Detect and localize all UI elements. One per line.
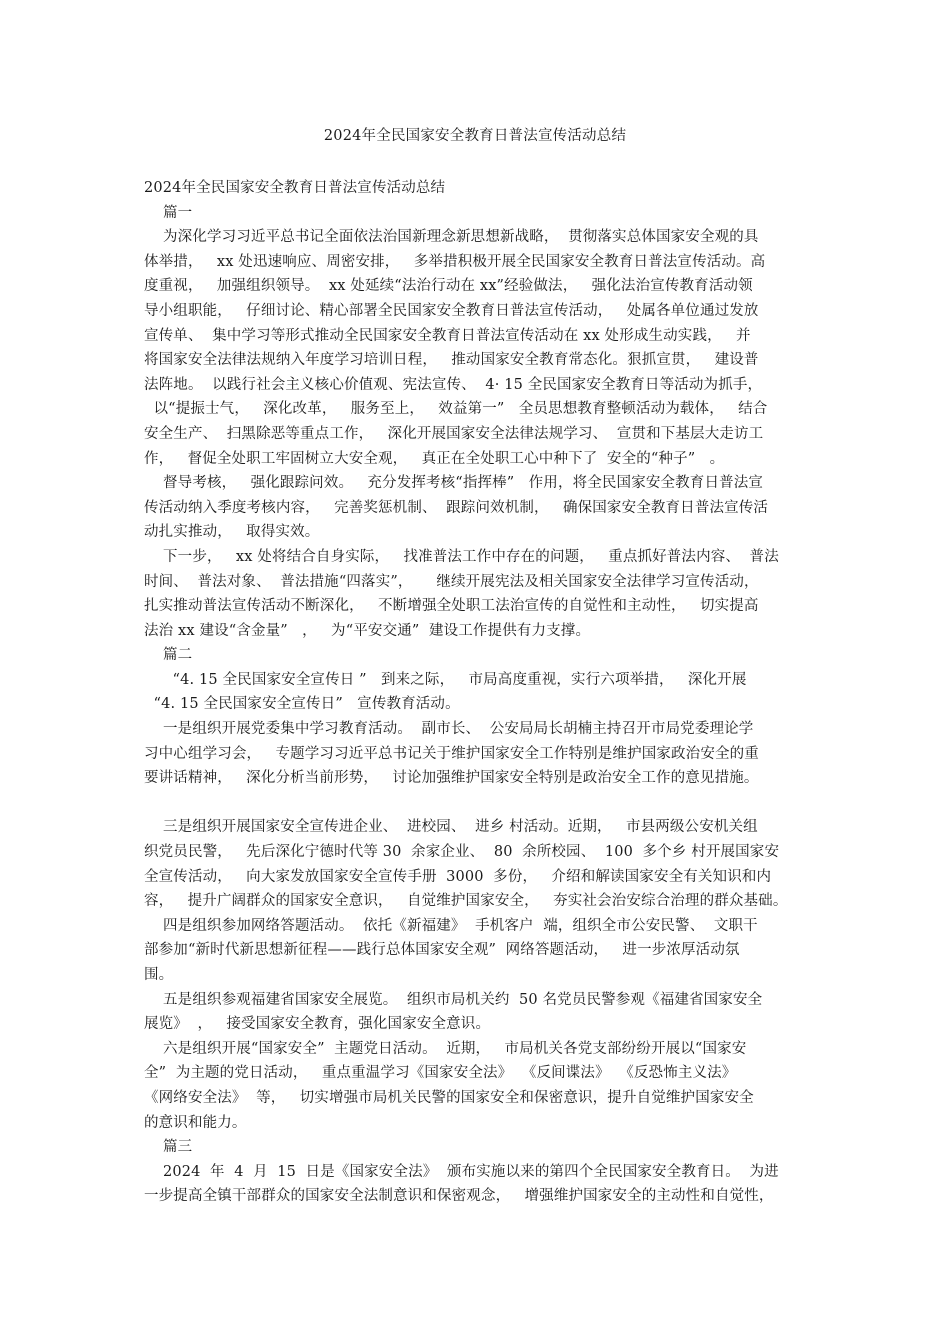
text-line: 法治 xx 建设“含金量” ， 为“平安交通” 建设工作提供有力支撑。: [144, 622, 591, 639]
text-line: 督导考核， 强化跟踪问效。 充分发挥考核“指挥棒” 作用，将全民国家安全教育日普法宣: [144, 475, 764, 492]
document-body: [144, 176, 824, 1209]
text-line: 体举措， xx 处迅速响应、周密安排， 多举措积极开展全民国家安全教育日普法宣传活动。高: [144, 253, 766, 270]
text-line: 全宣传活动， 向大家发放国家安全宣传手册 3000 多份， 介绍和解读国家安全有关知识和内: [144, 868, 772, 885]
text-line: 为深化学习习近平总书记全面依法治国新理念新思想新战略， 贯彻落实总体国家安全观的具: [144, 229, 759, 246]
text-line: 将国家安全法律法规纳入年度学习培训日程， 推动国家安全教育常态化。狠抓宣贯， 建设普: [144, 352, 759, 369]
text-line: 一步提高全镇干部群众的国家安全法制意识和保密观念， 增强维护国家安全的主动性和自觉性，: [144, 1188, 774, 1205]
text-line: 导小组职能， 仔细讨论、精心部署全民国家安全教育日普法宣传活动， 处属各单位通过发放: [144, 302, 759, 319]
text-line: 全” 为主题的党日活动， 重点重温学习《国家安全法》 《反间谍法》 《反恐怖主义法》: [144, 1065, 737, 1082]
text-line: 五是组织参观福建省国家安全展览。 组织市局机关约 50 名党员民警参观《福建省国家安全: [144, 991, 763, 1008]
text-line: 的意识和能力。: [144, 1114, 247, 1131]
text-line: 一是组织开展党委集中学习教育活动。 副市长、 公安局局长胡楠主持召开市局党委理论学: [144, 721, 754, 738]
text-line: 三是组织开展国家安全宣传进企业、 进校园、 进乡 村活动。近期， 市县两级公安机关组: [144, 819, 758, 836]
text-line: 篇三: [144, 1139, 193, 1156]
text-line: 安全生产、 扫黑除恶等重点工作， 深化开展国家安全法律法规学习、 宣贯和下基层大走访工: [144, 425, 764, 442]
text-line: 部参加“新时代新思想新征程——践行总体国家安全观” 网络答题活动， 进一步浓厚活动氛: [144, 942, 740, 959]
text-line: 展览》 ， 接受国家安全教育，强化国家安全意识。: [144, 1016, 491, 1033]
text-line: 时间、 普法对象、 普法措施“四落实”， 继续开展宪法及相关国家安全法律学习宣传活动，: [144, 573, 759, 590]
text-line: 篇二: [144, 647, 193, 664]
text-line: “4. 15 全民国家安全宣传日 ” 到来之际， 市局高度重视，实行六项举措， 深化开展: [144, 671, 747, 688]
text-line: 法阵地。 以践行社会主义核心价值观、宪法宣传、 4· 15 全民国家安全教育日等活动为抓手，: [144, 376, 763, 393]
text-line: 四是组织参加网络答题活动。 依托《新福建》 手机客户 端，组织全市公安民警、 文职干: [144, 917, 758, 934]
text-line: 容， 提升广阔群众的国家安全意识， 自觉维护国家安全， 夯实社会治安综合治理的群众基础。: [144, 893, 788, 910]
text-line: 2024 年 4 月 15 日是《国家安全法》 颁布实施以来的第四个全民国家安全教育日。 为进: [144, 1163, 779, 1180]
text-line: 传活动纳入季度考核内容， 完善奖惩机制、 跟踪问效机制， 确保国家安全教育日普法宣传活: [144, 499, 769, 516]
blank-line: [144, 791, 824, 816]
text-line: 宣传单、 集中学习等形式推动全民国家安全教育日普法宣传活动在 xx 处形成生动实践， 并: [144, 327, 751, 344]
text-line: 度重视， 加强组织领导。 xx 处延续“法治行动在 xx”经验做法， 强化法治宣传教育活动领: [144, 278, 753, 295]
text-line: 习中心组学习会， 专题学习习近平总书记关于维护国家安全工作特别是维护国家政治安全的重: [144, 745, 759, 762]
text-line: 织党员民警， 先后深化宁德时代等 30 余家企业、 80 余所校园、 100 多个乡 村开展国家安: [144, 844, 780, 861]
text-line: 六是组织开展“国家安全” 主题党日活动。 近期， 市局机关各党支部纷纷开展以“国家安: [144, 1040, 747, 1057]
text-line: 作， 督促全处职工牢固树立大安全观， 真正在全处职工心中种下了 安全的“种子” 。: [144, 450, 725, 467]
text-line: 篇一: [144, 204, 193, 221]
text-line: 《网络安全法》 等， 切实增强市局机关民警的国家安全和保密意识，提升自觉维护国家安全: [144, 1089, 754, 1106]
text-line: 以“提振士气， 深化改革， 服务至上， 效益第一” 全员思想教育整顿活动为载体， 结合: [144, 401, 768, 418]
text-line: 下一步， xx 处将结合自身实际， 找准普法工作中存在的问题， 重点抓好普法内容、 普法: [144, 548, 779, 565]
text-line: 要讲话精神， 深化分析当前形势， 讨论加强维护国家安全特别是政治安全工作的意见措施。: [144, 770, 759, 787]
text-line: “4. 15 全民国家安全宣传日” 宣传教育活动。: [144, 696, 460, 713]
document-title: 2024年全民国家安全教育日普法宣传活动总结: [323, 128, 627, 144]
text-line: 扎实推动普法宣传活动不断深化， 不断增强全处职工法治宣传的自觉性和主动性， 切实提高: [144, 598, 759, 615]
document-subtitle: 2024年全民国家安全教育日普法宣传活动总结: [144, 180, 446, 196]
text-line: 动扎实推动， 取得实效。: [144, 524, 320, 541]
text-line: 围。: [144, 967, 174, 983]
